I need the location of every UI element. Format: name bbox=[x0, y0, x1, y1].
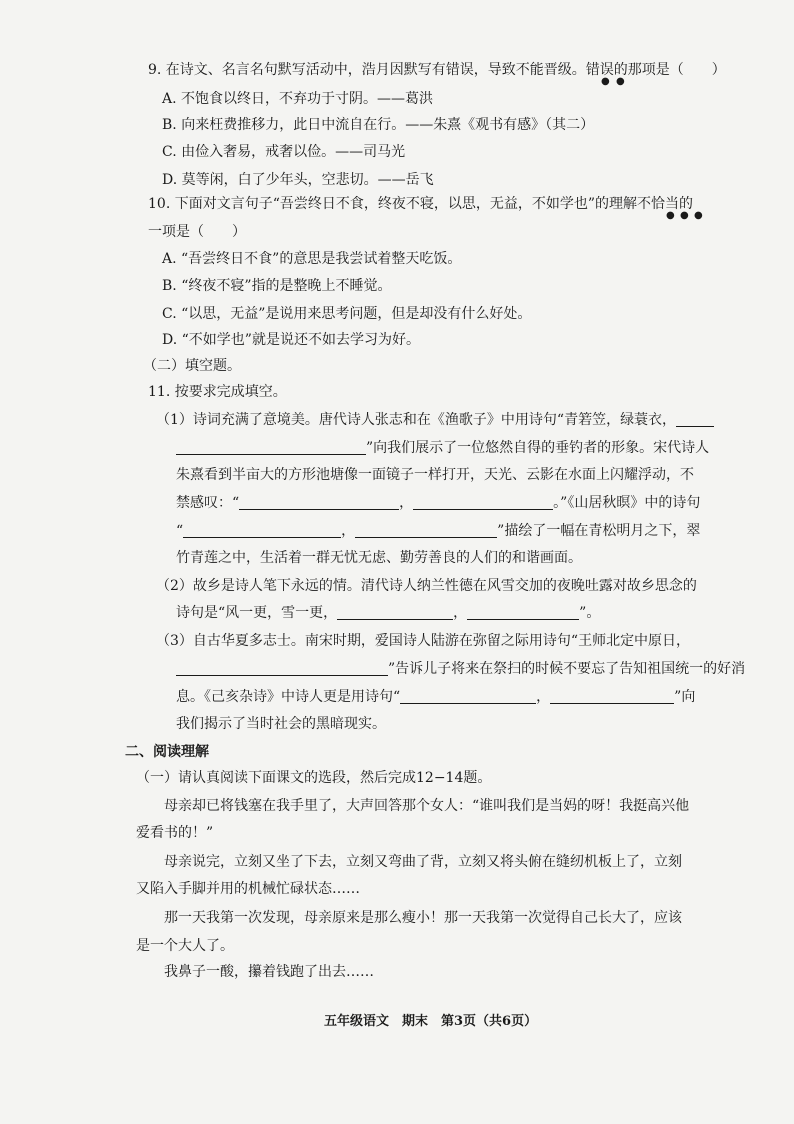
q11-p2-line2: 诗句是“风一更，雪一更， ， ”。 bbox=[176, 605, 601, 621]
passage-para1-line2: 爱看书的！” bbox=[136, 825, 214, 841]
answer-blank[interactable] bbox=[239, 495, 399, 510]
answer-blank[interactable] bbox=[176, 440, 366, 455]
q10-stem-line1: 10. 下面对文言句子“吾尝终日不食，终夜不寝，以思，无益，不如学也”的理解不恰当的 bbox=[148, 196, 694, 212]
q11-p3-line1: （3）自古华夏多志士。南宋时期，爱国诗人陆游在弥留之际用诗句“王师北定中原日， bbox=[156, 633, 691, 649]
emphasis-dot: ● bbox=[666, 210, 675, 221]
q11-p3-line4: 我们揭示了当时社会的黑暗现实。 bbox=[176, 716, 386, 732]
q9-stem: 9. 在诗文、名言名句默写活动中，浩月因默写有错误，导致不能晋级。错误的那项是（ ） bbox=[148, 62, 726, 78]
passage-para3-line2: 是一个大人了。 bbox=[136, 938, 234, 954]
section2-sub-heading: （一）请认真阅读下面课文的选段，然后完成12−14题。 bbox=[136, 770, 492, 786]
q9-option-a: A. 不饱食以终日，不弃功于寸阴。——葛洪 bbox=[162, 91, 434, 107]
emphasis-dot: ● bbox=[694, 210, 703, 221]
page-footer: 五年级语文 期末 第3页（共6页） bbox=[324, 1014, 538, 1029]
q11-p3-line3: 息。《己亥杂诗》中诗人更是用诗句“ ， ”向 bbox=[176, 689, 696, 705]
answer-blank[interactable] bbox=[176, 661, 388, 676]
passage-para1-line1: 母亲却已将钱塞在我手里了，大声回答那个女人：“谁叫我们是当妈的呀！我挺高兴他 bbox=[164, 798, 690, 814]
emphasis-dot: ● bbox=[601, 76, 610, 87]
q10-stem-line2: 一项是（ ） bbox=[148, 224, 246, 240]
emphasis-dot: ● bbox=[680, 210, 689, 221]
q11-p1-line3: 朱熹看到半亩大的方形池塘像一面镜子一样打开，天光、云影在水面上闪耀浮动，不 bbox=[176, 467, 694, 483]
q9-option-b: B. 向来枉费推移力，此日中流自在行。——朱熹《观书有感》（其二） bbox=[162, 117, 595, 133]
answer-blank[interactable] bbox=[337, 605, 453, 620]
passage-para4: 我鼻子一酸，攥着钱跑了出去…… bbox=[164, 964, 374, 980]
answer-blank[interactable] bbox=[676, 412, 714, 427]
q10-option-c: C. “以思，无益”是说用来思考问题，但是却没有什么好处。 bbox=[162, 306, 532, 322]
answer-blank[interactable] bbox=[413, 495, 553, 510]
q11-stem: 11. 按要求完成填空。 bbox=[148, 384, 287, 400]
passage-para2-line2: 又陷入手脚并用的机械忙碌状态…… bbox=[136, 881, 360, 897]
emphasis-dot: ● bbox=[616, 76, 625, 87]
answer-blank[interactable] bbox=[355, 523, 497, 538]
answer-blank[interactable] bbox=[467, 605, 579, 620]
q11-p1-line5: “ ， ”描绘了一幅在青松明月之下，翠 bbox=[176, 523, 701, 539]
q11-p1-line4: 禁感叹：“ ， 。”《山居秋暝》中的诗句 bbox=[176, 495, 701, 511]
passage-para2-line1: 母亲说完，立刻又坐了下去，立刻又弯曲了背，立刻又将头俯在缝纫机板上了，立刻 bbox=[164, 854, 682, 870]
q11-p1-line6: 竹青莲之中，生活着一群无忧无虑、勤劳善良的人们的和谐画面。 bbox=[176, 550, 582, 566]
fill-heading: （二）填空题。 bbox=[143, 358, 241, 374]
answer-blank[interactable] bbox=[400, 689, 536, 704]
q9-option-c: C. 由俭入奢易，戒奢以俭。——司马光 bbox=[162, 144, 406, 160]
q10-option-a: A. “吾尝终日不食”的意思是我尝试着整天吃饭。 bbox=[162, 251, 462, 267]
q11-p1-line2: ”向我们展示了一位悠然自得的垂钓者的形象。宋代诗人 bbox=[176, 438, 709, 458]
answer-blank[interactable] bbox=[550, 689, 674, 704]
passage-para3-line1: 那一天我第一次发现，母亲原来是那么瘦小！那一天我第一次觉得自己长大了，应该 bbox=[164, 910, 682, 926]
q11-p3-line2: ”告诉儿子将来在祭扫的时候不要忘了告知祖国统一的好消 bbox=[176, 659, 745, 679]
q10-option-b: B. “终夜不寝”指的是整晚上不睡觉。 bbox=[162, 278, 392, 294]
q10-option-d: D. “不如学也”就是说还不如去学习为好。 bbox=[162, 332, 420, 348]
q11-p1-line1: （1）诗词充满了意境美。唐代诗人张志和在《渔歌子》中用诗句“青箬笠，绿蓑衣， bbox=[156, 410, 714, 430]
q9-option-d: D. 莫等闲，白了少年头，空悲切。——岳飞 bbox=[162, 172, 434, 188]
q11-p2-line1: （2）故乡是诗人笔下永远的情。清代诗人纳兰性德在风雪交加的夜晚吐露对故乡思念的 bbox=[156, 578, 697, 594]
answer-blank[interactable] bbox=[183, 523, 341, 538]
section2-heading: 二、阅读理解 bbox=[125, 744, 209, 760]
